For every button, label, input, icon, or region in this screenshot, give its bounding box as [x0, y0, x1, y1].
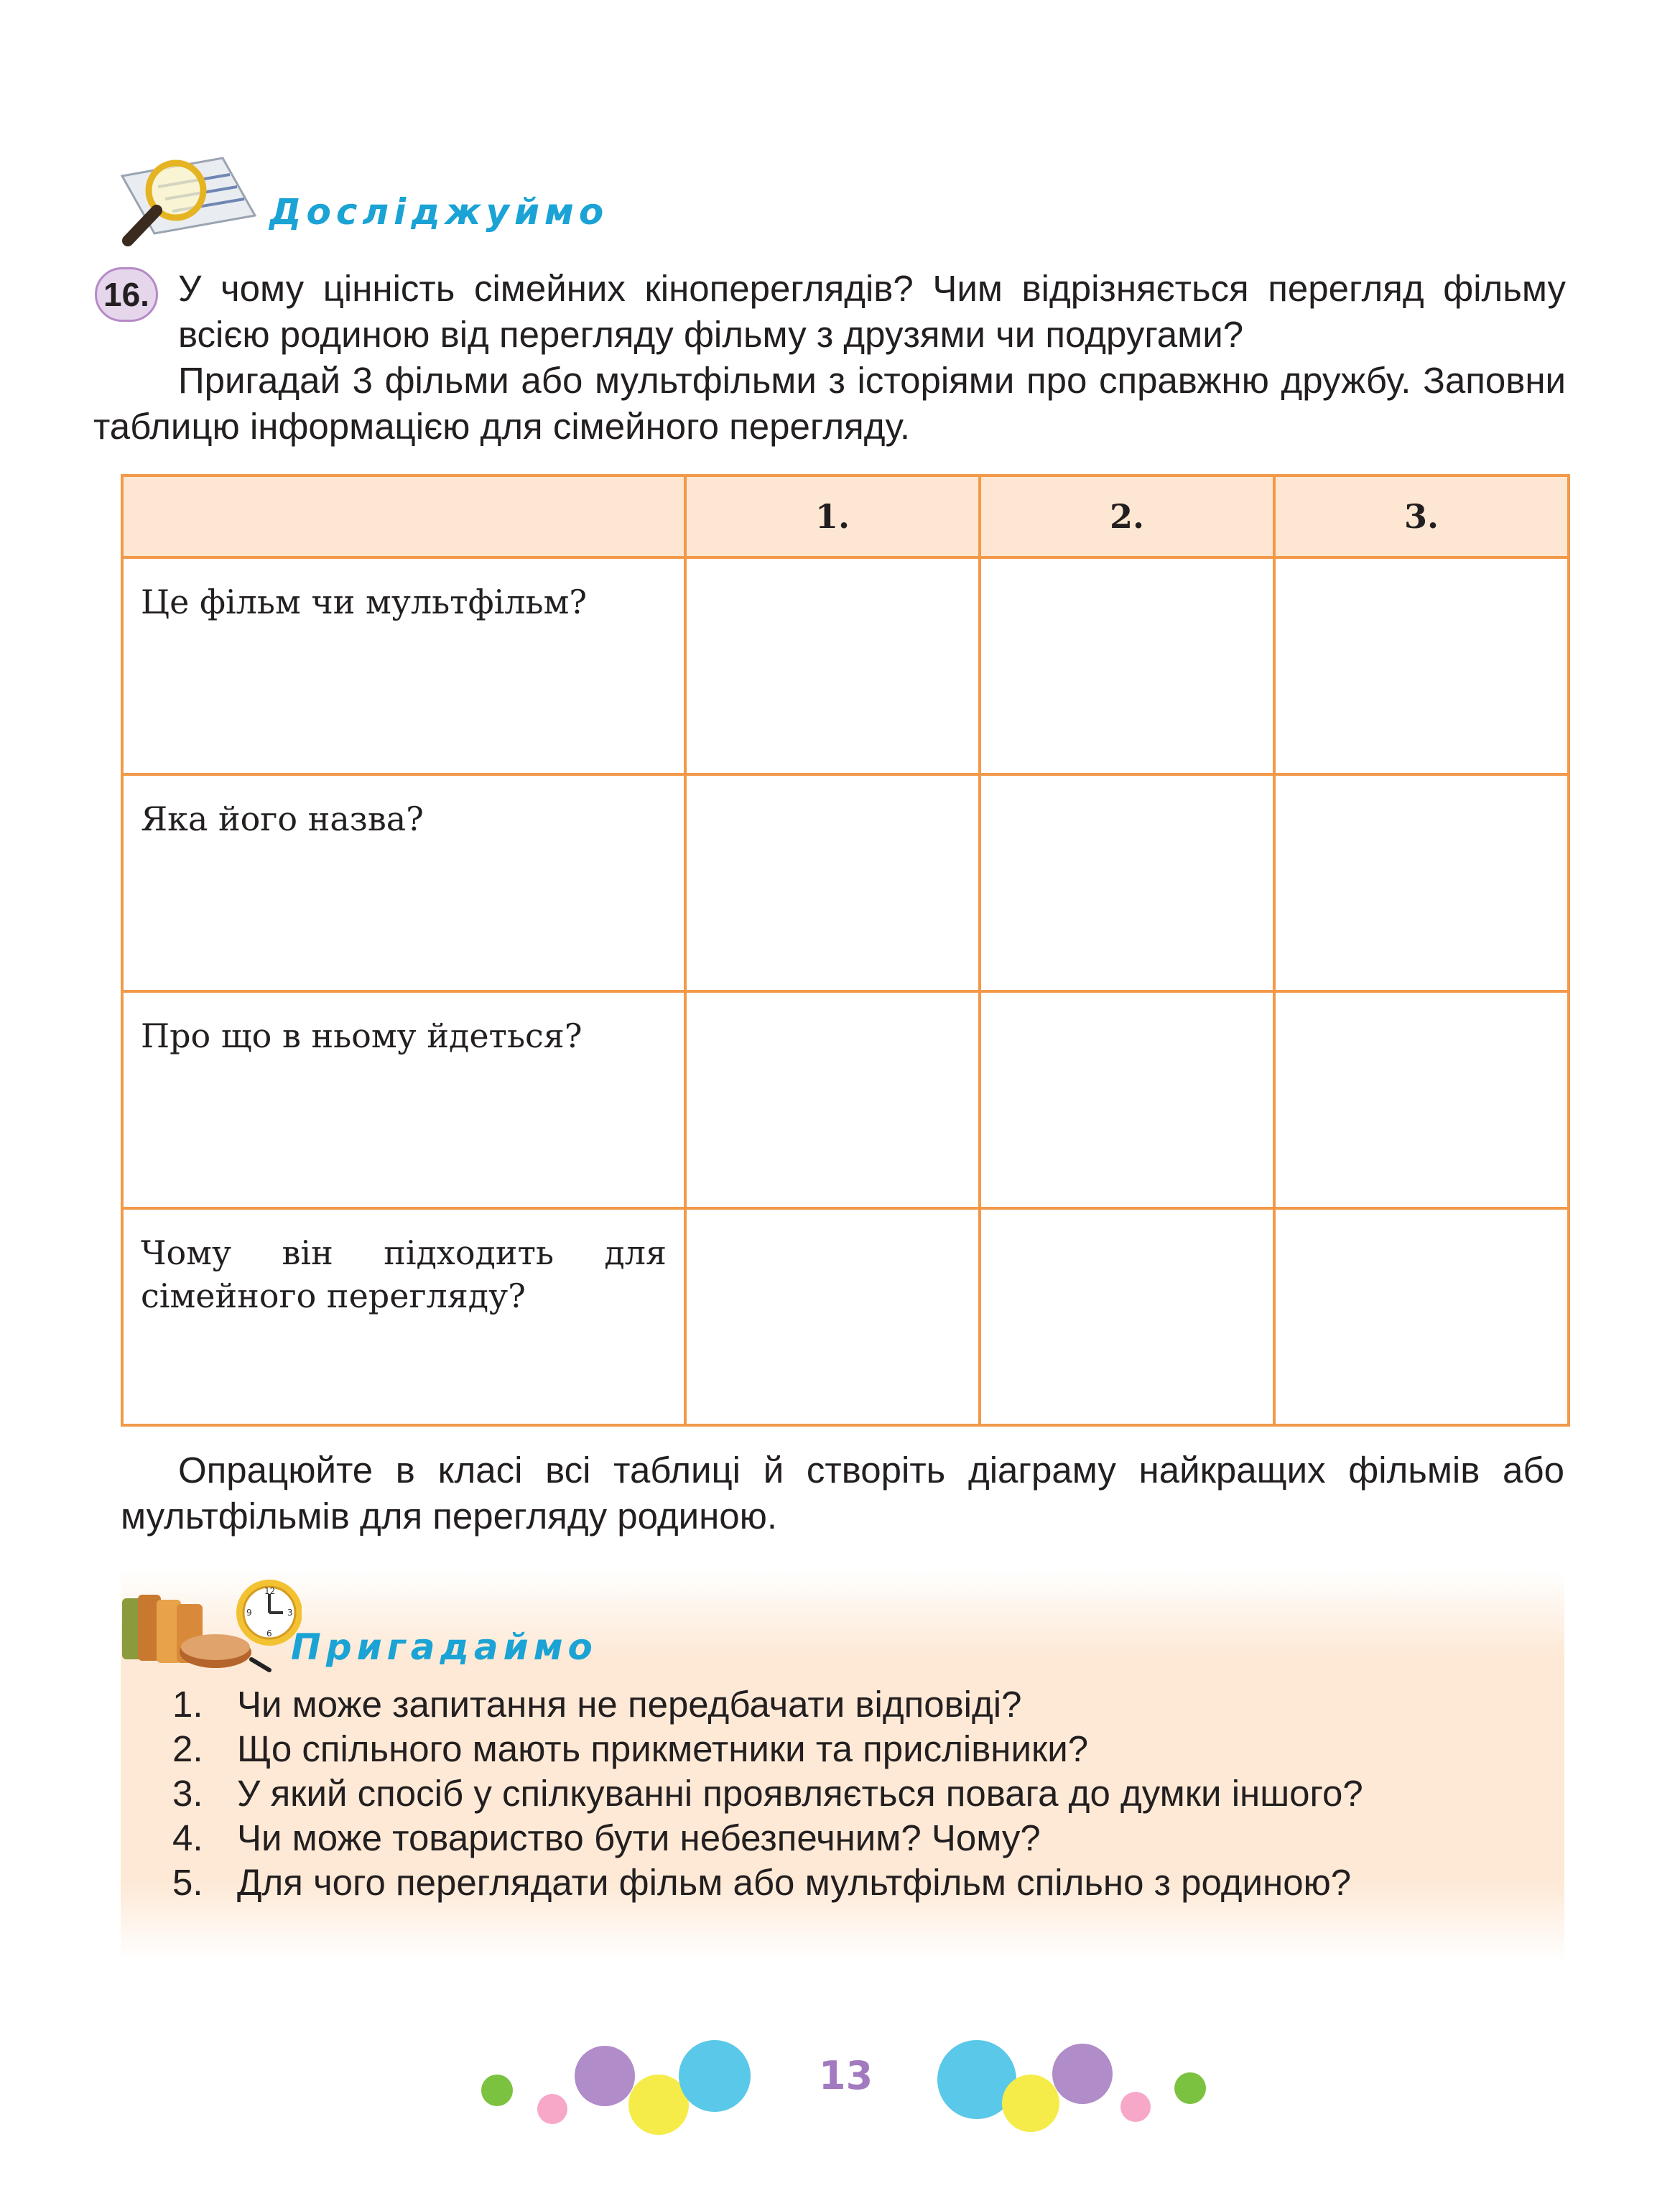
task-paragraph-2: Пригадай 3 фільми або мультфільми з історіями про справжню дружбу. Заповни таблицю інформацією для сімейного перегляду.: [93, 360, 1566, 447]
after-paragraph: Опрацюйте в класі всі таблиці й створіть діаграму найкращих фільмів або мультфільмів для перегляду родиною.: [121, 1450, 1564, 1537]
table-row: [122, 557, 1569, 774]
row-question: Про що в ньому йдеться?: [122, 991, 685, 1208]
after-table-text: [121, 1447, 1564, 1539]
answer-cell[interactable]: [980, 557, 1274, 774]
svg-text:6: 6: [266, 1628, 272, 1639]
table-header-row: [122, 476, 1569, 557]
row-question: Чому він підходить для сімейного перегляду?: [122, 1208, 685, 1425]
answer-cell[interactable]: [1274, 557, 1569, 774]
list-item: 4. Чи може товариство бути небезпечним? Чому?: [172, 1817, 1041, 1858]
magnifier-icon: [108, 147, 266, 255]
table-header-cell: 3.: [1274, 476, 1569, 557]
answer-cell[interactable]: [685, 1208, 980, 1425]
explore-header: [108, 147, 608, 255]
svg-text:12: 12: [264, 1586, 276, 1596]
remember-title: Пригадаймо: [291, 1626, 598, 1668]
remember-list: [172, 1682, 1537, 1905]
film-table: [121, 474, 1570, 1427]
answer-cell[interactable]: [685, 774, 980, 991]
task-paragraph-1: У чому цінність сімейних кінопереглядів? Чим відрізняється перегляд фільму всією родиною від перегляду фільму з друзями чи подругами?: [178, 268, 1566, 355]
svg-text:3: 3: [287, 1608, 293, 1618]
table-header-cell: [122, 476, 685, 557]
task-number-badge: 16.: [95, 267, 158, 322]
answer-cell[interactable]: [1274, 774, 1569, 991]
row-question: Яка його назва?: [122, 774, 685, 991]
answer-cell[interactable]: [1274, 1208, 1569, 1425]
answer-cell[interactable]: [685, 557, 980, 774]
list-item: 2. Що спільного мають прикметники та прислівники?: [172, 1728, 1089, 1769]
list-item: 5. Для чого переглядати фільм або мультфільм спільно з родиною?: [172, 1862, 1352, 1903]
table-header-cell: 1.: [685, 476, 980, 557]
list-item: 1. Чи може запитання не передбачати відповіді?: [172, 1684, 1022, 1725]
remember-header: [115, 1570, 598, 1677]
answer-cell[interactable]: [980, 774, 1274, 991]
answer-cell[interactable]: [980, 991, 1274, 1208]
answer-cell[interactable]: [685, 991, 980, 1208]
table-row: [122, 774, 1569, 991]
list-item: 3. У який спосіб у спілкуванні проявляється повага до думки іншого?: [172, 1773, 1363, 1814]
table-row: [122, 991, 1569, 1208]
task-text: [93, 266, 1566, 450]
books-clock-icon: [115, 1570, 302, 1677]
table-row: [122, 1208, 1569, 1425]
answer-cell[interactable]: [980, 1208, 1274, 1425]
answer-cell[interactable]: [1274, 991, 1569, 1208]
svg-text:9: 9: [246, 1608, 252, 1618]
row-question: Це фільм чи мультфільм?: [122, 557, 685, 774]
page-number: 13: [819, 2053, 873, 2098]
table-header-cell: 2.: [980, 476, 1274, 557]
explore-title: Досліджуймо: [269, 191, 609, 233]
